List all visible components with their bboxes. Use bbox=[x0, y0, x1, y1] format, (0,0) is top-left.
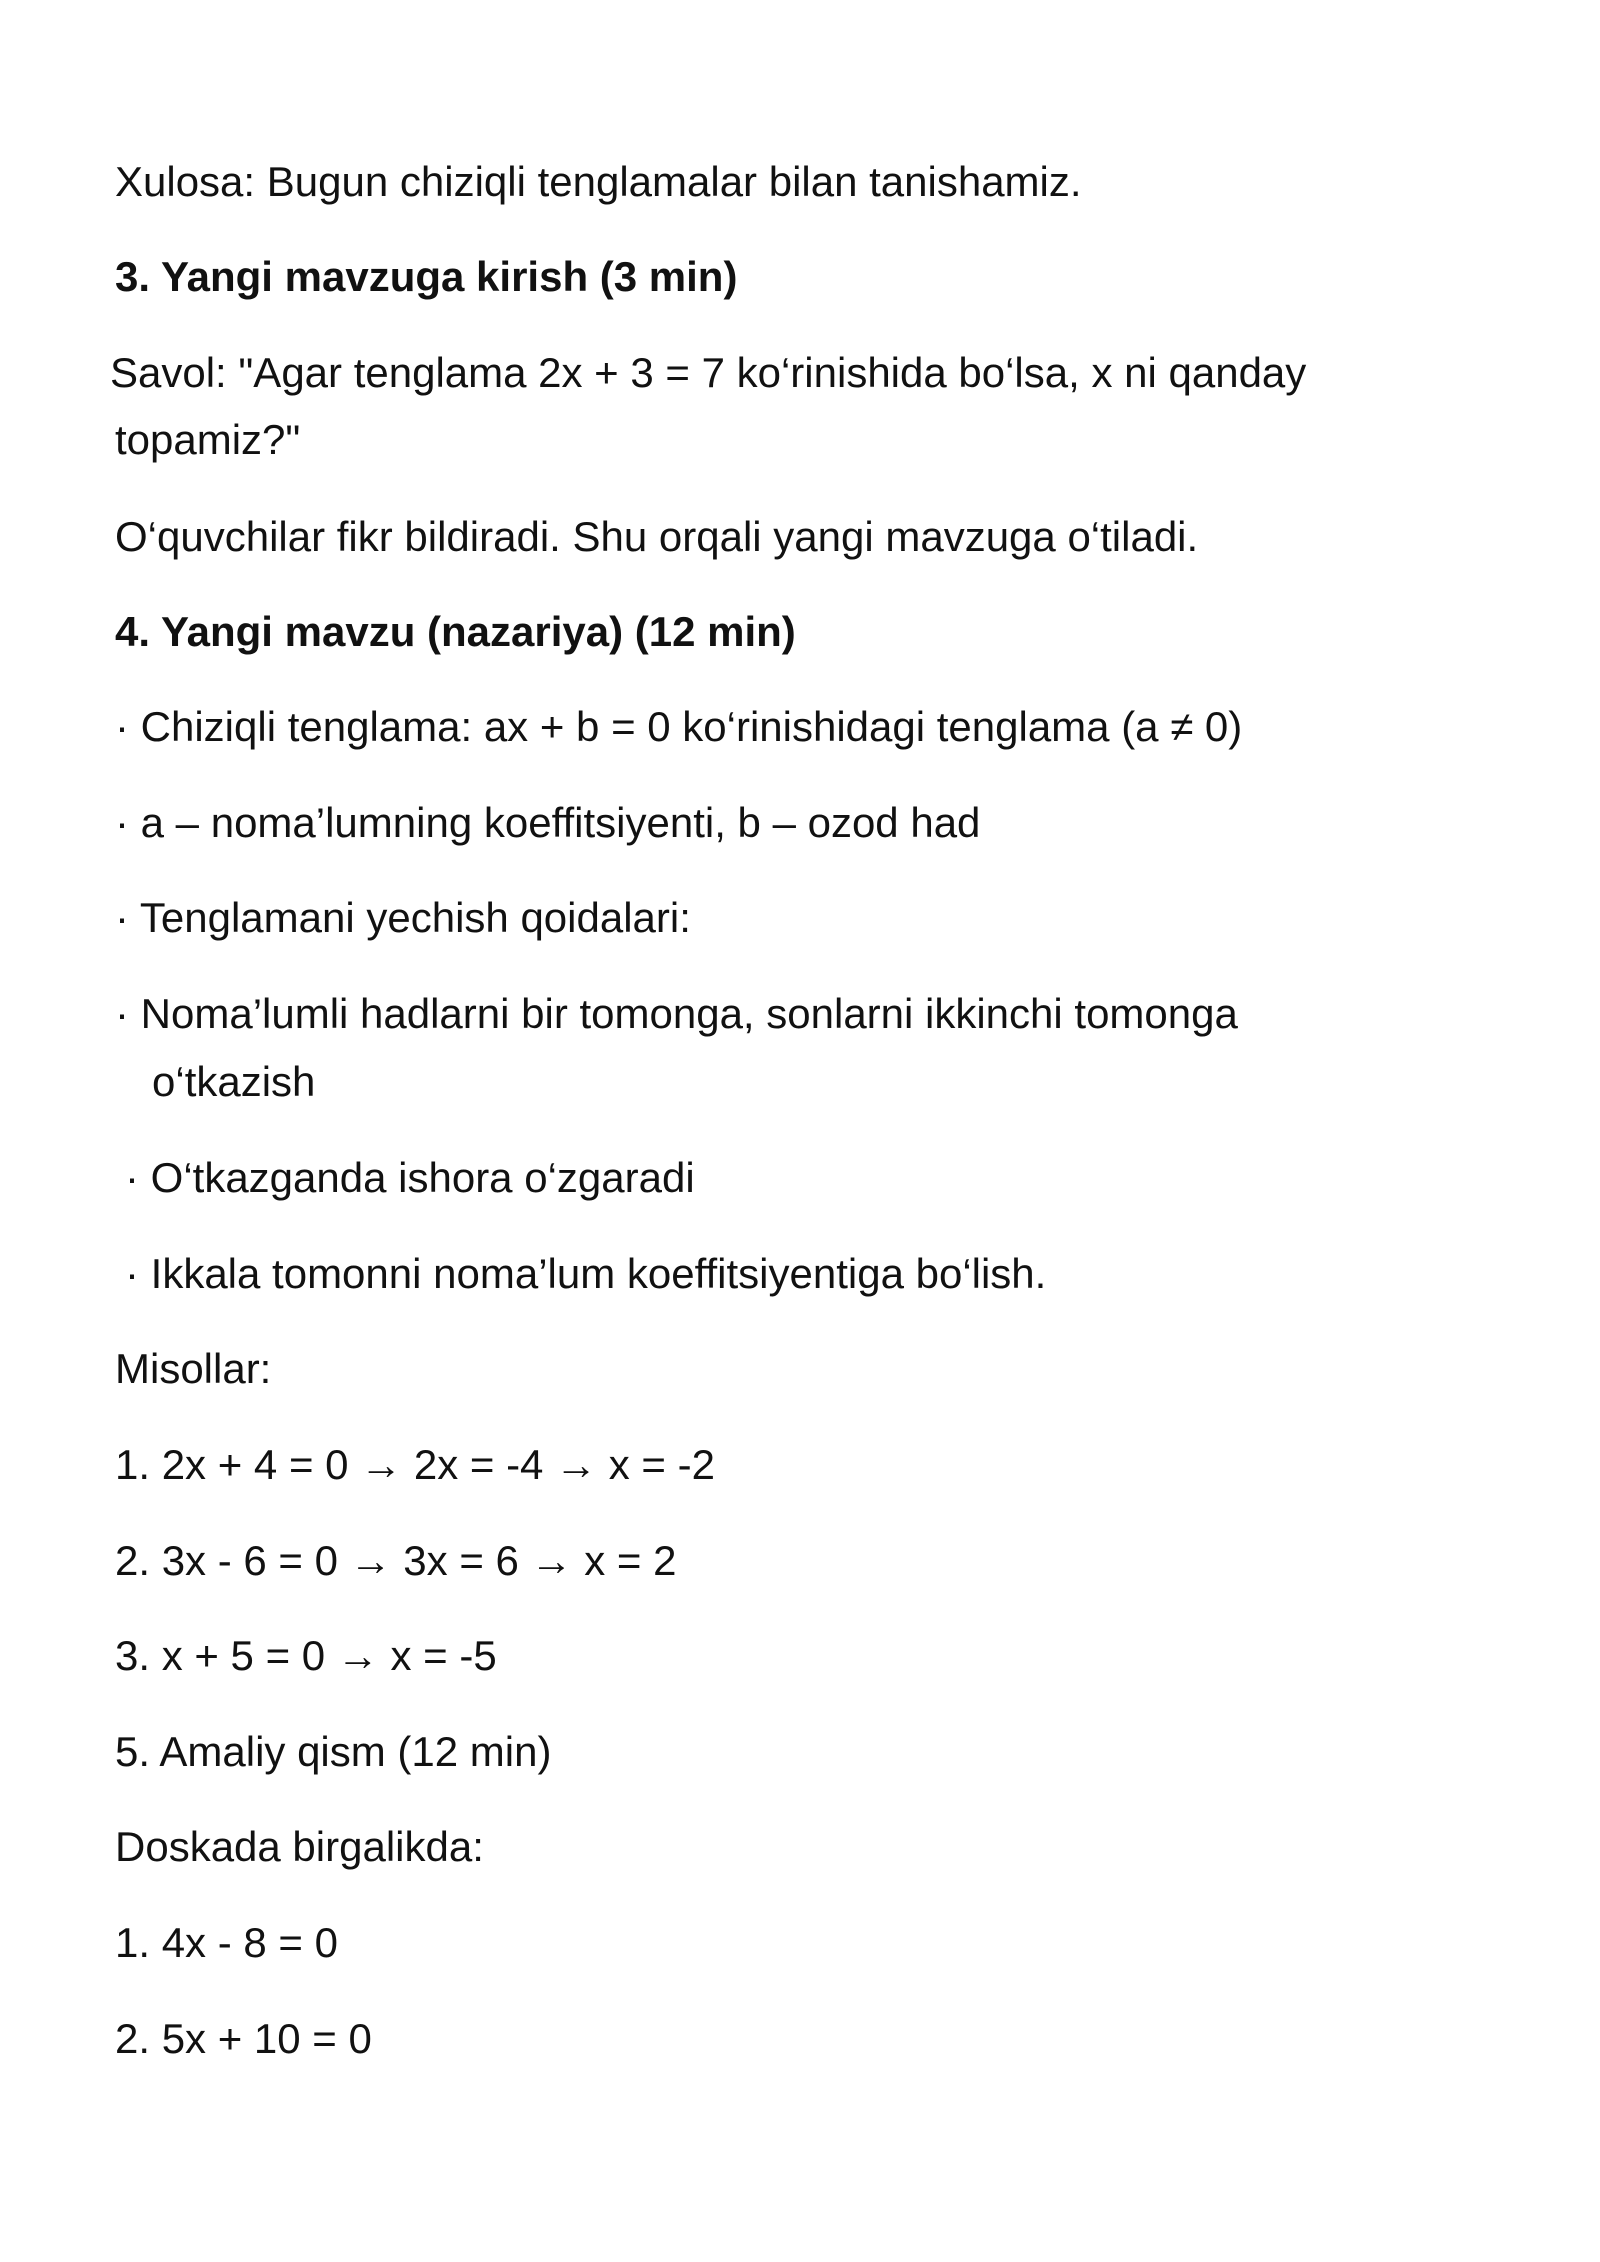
bullet-definition: · Chiziqli tenglama: ax + b = 0 ko‘rinishidagi tenglama (a ≠ 0) bbox=[115, 703, 1243, 750]
section-5-heading: 5. Amaliy qism (12 min) bbox=[115, 1728, 552, 1775]
board-heading: Doskada birgalikda: bbox=[115, 1823, 484, 1870]
board-task-1: 1. 4x - 8 = 0 bbox=[115, 1919, 338, 1966]
section-4-heading: 4. Yangi mavzu (nazariya) (12 min) bbox=[115, 608, 796, 655]
question-text-line-2: topamiz?" bbox=[115, 416, 301, 463]
bullet-terms: · a – noma’lumning koeffitsiyenti, b – ozod had bbox=[115, 799, 981, 846]
board-task-2: 2. 5x + 10 = 0 bbox=[115, 2015, 372, 2062]
example-item-2: 2. 3x - 6 = 0 → 3x = 6 → x = 2 bbox=[115, 1537, 677, 1584]
examples-heading: Misollar: bbox=[115, 1345, 272, 1392]
students-response-text: O‘quvchilar fikr bildiradi. Shu orqali yangi mavzuga o‘tiladi. bbox=[115, 513, 1199, 560]
bullet-rule-2: · O‘tkazganda ishora o‘zgaradi bbox=[125, 1154, 695, 1201]
bullet-rule-3: · Ikkala tomonni noma’lum koeffitsiyentiga bo‘lish. bbox=[125, 1250, 1047, 1297]
bullet-rules: · Tenglamani yechish qoidalari: bbox=[115, 894, 691, 941]
conclusion-text: Xulosa: Bugun chiziqli tenglamalar bilan tanishamiz. bbox=[115, 158, 1082, 205]
question-text-line-1: Savol: "Agar tenglama 2x + 3 = 7 ko‘rinishida bo‘lsa, x ni qanday bbox=[110, 349, 1307, 396]
example-item-1: 1. 2x + 4 = 0 → 2x = -4 → x = -2 bbox=[115, 1441, 715, 1488]
example-item-3: 3. x + 5 = 0 → x = -5 bbox=[115, 1632, 497, 1679]
section-3-heading: 3. Yangi mavzuga kirish (3 min) bbox=[115, 253, 738, 300]
bullet-rule-1-line-1: · Noma’lumli hadlarni bir tomonga, sonlarni ikkinchi tomonga bbox=[115, 990, 1238, 1037]
bullet-rule-1-line-2: o‘tkazish bbox=[152, 1058, 316, 1105]
